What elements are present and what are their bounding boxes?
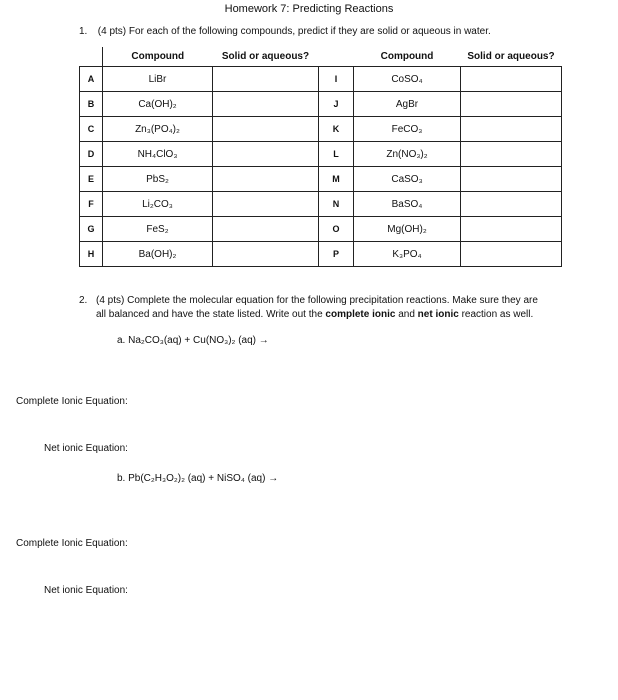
compound-right: K₃PO₄ [354,242,461,267]
compound-left: PbS₂ [103,167,213,192]
answer-cell-left[interactable] [213,92,319,117]
compound-left: LiBr [103,67,213,92]
row-letter-right: P [319,242,354,267]
table-row [80,142,562,167]
table-row [80,117,562,142]
row-letter-left: D [80,142,103,167]
compound-left: Li₂CO₃ [103,192,213,217]
question-1-prompt [79,26,491,37]
row-letter-left: B [80,92,103,117]
answer-cell-right[interactable] [461,167,562,192]
header-blank [80,47,103,67]
row-letter-right: M [319,167,354,192]
question-2-text-2: and [395,308,418,320]
header-compound-1: Compound [103,47,213,67]
row-letter-right: I [319,67,354,92]
compounds-table [79,47,562,267]
equation-a: a. Na₂CO₃(aq) + Cu(NO₃)₂ (aq) → [117,335,269,346]
question-1-text: (4 pts) For each of the following compounds, predict if they are solid or aqueous in water. [97,26,491,37]
equation-b: b. Pb(C₂H₃O₂)₂ (aq) + NiSO₄ (aq) → [117,473,279,484]
net-ionic-label-a: Net ionic Equation: [44,443,128,454]
compound-right: AgBr [354,92,461,117]
answer-cell-right[interactable] [461,217,562,242]
header-solid-aqueous-2: Solid or aqueous? [461,47,562,67]
row-letter-right: O [319,217,354,242]
row-letter-left: F [80,192,103,217]
compound-left: FeS₂ [103,217,213,242]
row-letter-right: J [319,92,354,117]
answer-cell-left[interactable] [213,167,319,192]
answer-cell-left[interactable] [213,192,319,217]
answer-cell-left[interactable] [213,217,319,242]
answer-cell-right[interactable] [461,92,562,117]
table-row [80,242,562,267]
compound-left: Zn₃(PO₄)₂ [103,117,213,142]
table-row [80,67,562,92]
compound-left: NH₄ClO₃ [103,142,213,167]
complete-ionic-label-b: Complete Ionic Equation: [16,538,128,549]
row-letter-left: H [80,242,103,267]
header-blank-2 [319,47,354,67]
answer-cell-left[interactable] [213,142,319,167]
question-2-bold-complete-ionic: complete ionic [325,308,396,320]
compound-left: Ba(OH)₂ [103,242,213,267]
answer-cell-right[interactable] [461,192,562,217]
row-letter-right: N [319,192,354,217]
answer-cell-left[interactable] [213,242,319,267]
question-2-text-1: (4 pts) Complete the molecular equation for the following precipitation reactions. Make sure they are all balanced and have the state listed. Write out the [96,295,538,320]
net-ionic-label-b: Net ionic Equation: [44,585,128,596]
table-header-row [80,47,562,67]
answer-cell-right[interactable] [461,142,562,167]
answer-cell-right[interactable] [461,117,562,142]
question-2-number: 2. [79,295,88,306]
header-compound-2: Compound [354,47,461,67]
question-1-number: 1. [79,26,88,37]
question-2-bold-net-ionic: net ionic [417,308,459,320]
answer-cell-right[interactable] [461,67,562,92]
compound-right: Mg(OH)₂ [354,217,461,242]
row-letter-left: A [80,67,103,92]
page-title: Homework 7: Predicting Reactions [224,3,394,15]
compound-right: FeCO₃ [354,117,461,142]
compound-right: BaSO₄ [354,192,461,217]
answer-cell-left[interactable] [213,117,319,142]
compound-right: Zn(NO₃)₂ [354,142,461,167]
complete-ionic-label-a: Complete Ionic Equation: [16,396,128,407]
row-letter-right: L [319,142,354,167]
question-2-prompt [79,294,549,321]
compound-right: CoSO₄ [354,67,461,92]
question-2-text-3: reaction as well. [458,308,534,320]
compound-right: CaSO₃ [354,167,461,192]
table-row [80,192,562,217]
table-row [80,92,562,117]
table-row [80,167,562,192]
row-letter-left: E [80,167,103,192]
row-letter-left: C [80,117,103,142]
answer-cell-left[interactable] [213,67,319,92]
table-row [80,217,562,242]
compound-left: Ca(OH)₂ [103,92,213,117]
header-solid-aqueous-1: Solid or aqueous? [213,47,319,67]
row-letter-right: K [319,117,354,142]
answer-cell-right[interactable] [461,242,562,267]
row-letter-left: G [80,217,103,242]
